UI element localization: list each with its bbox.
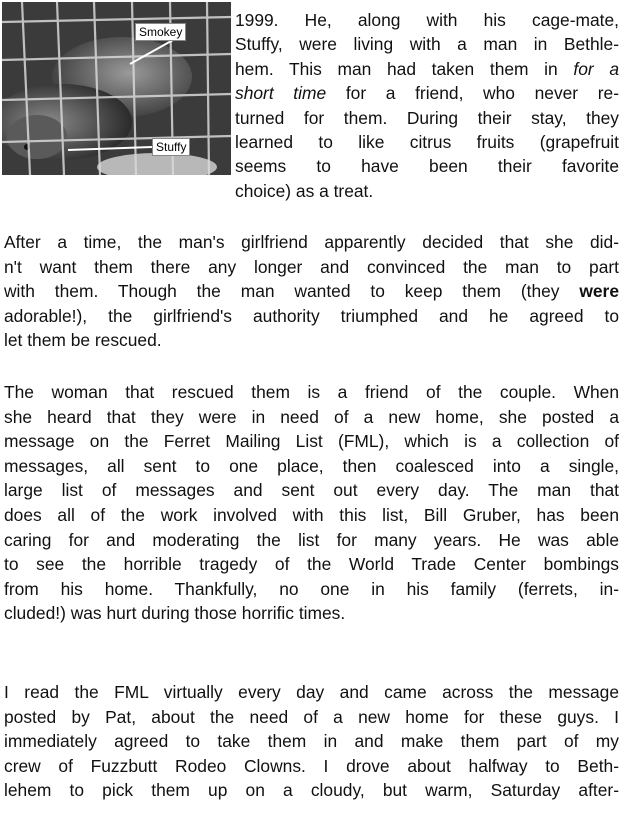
ferret-photo-drawing [2,2,231,175]
text-line: After a time, the man's girlfriend apparently decided that she did- [4,232,619,252]
text-line: large list of messages and sent out every day. The man that [4,480,619,501]
text-line: learned to like citrus fruits (grapefruit [235,132,619,153]
text-line: n't want them there any longer and convinced the man to part [4,256,619,277]
text-line: choice) as a treat. [235,180,374,201]
text-line: lehem to pick them up on a cloudy, but warm, Saturday after- [4,780,619,801]
text-line: The woman that rescued them is a friend of the couple. When [4,382,619,402]
italic-phrase: short time [235,83,327,104]
text-line: immediately agreed to take them in and make them part of my [4,731,619,752]
text-line: she heard that they were in need of a new home, she posted a [4,406,619,427]
text-line: to see the horrible tragedy of the World Trade Center bombings [4,554,619,575]
text-line: 1999. He, along with his cage-mate, [235,10,619,30]
text-line: cluded!) was hurt during those horrific times. [4,603,346,624]
bold-word: were [579,281,619,302]
paragraph-rescuer [4,380,619,626]
text-line: with them. Though the man wanted to keep them (they were [4,281,619,302]
paragraph-fml [4,680,619,803]
text-line: from his home. Thankfully, no one in his family (ferrets, in- [4,578,619,599]
text-line: adorable!), the girlfriend's authority triumphed and he agreed to [4,305,619,326]
text-line: crew of Fuzzbutt Rodeo Clowns. I drove about halfway to Beth- [4,755,619,776]
text-line: let them be rescued. [4,330,162,351]
paragraph-girlfriend [4,230,619,353]
text-line: message on the Ferret Mailing List (FML), which is a collection of [4,431,619,452]
text-line: does all of the work involved with this list, Bill Gruber, has been [4,504,619,525]
text-line: turned for them. During their stay, they [235,107,619,128]
text-line: hem. This man had taken them in for a [235,58,619,79]
text-line: Stuffy, were living with a man in Bethle- [235,34,619,55]
ferret-photo [2,2,231,175]
italic-phrase: for a [573,58,619,79]
text-line: messages, all sent to one place, then coalesced into a single, [4,455,619,476]
stuffy-label: Stuffy [152,138,190,156]
text-line: posted by Pat, about the need of a new home for these guys. I [4,706,619,727]
text-line: short time for a friend, who never re- [235,83,619,104]
text-line: caring for and moderating the list for many years. He was able [4,529,619,550]
smokey-label: Smokey [135,23,186,41]
intro-text [235,8,619,203]
text-line: seems to have been their favorite [235,156,619,177]
text-line: I read the FML virtually every day and came across the message [4,682,619,702]
